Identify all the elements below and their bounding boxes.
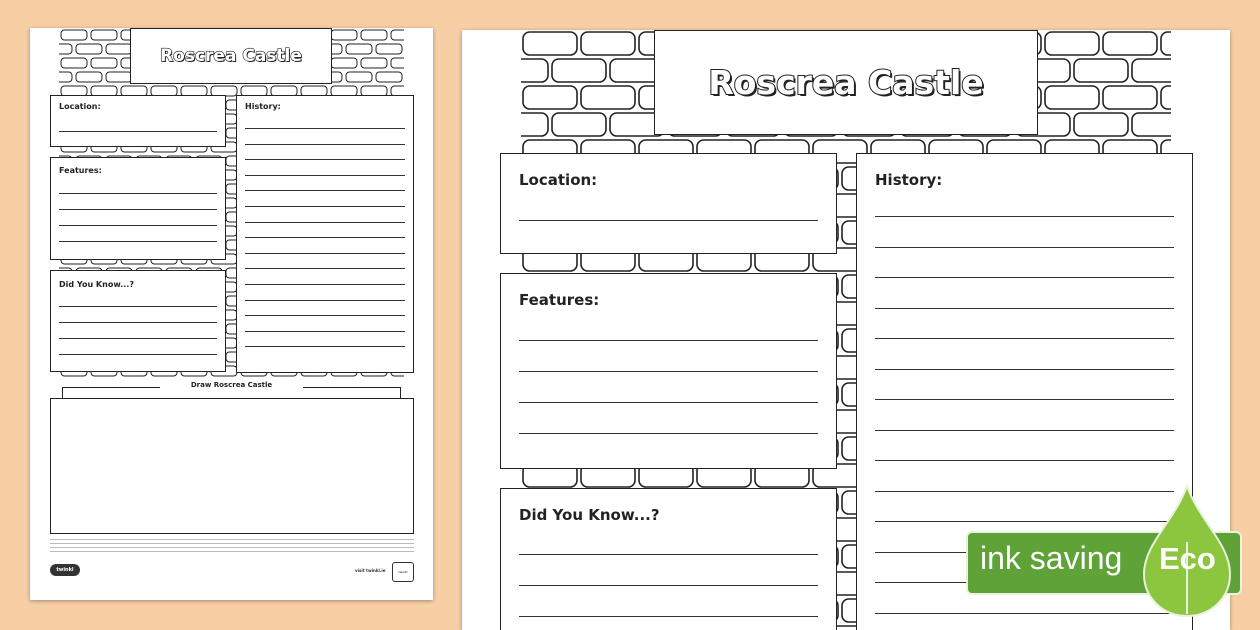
disclaimer-text	[50, 538, 414, 552]
location-box	[50, 95, 226, 147]
write-line	[875, 369, 1174, 370]
write-line	[59, 338, 217, 339]
write-line	[875, 399, 1174, 400]
write-line	[59, 354, 217, 355]
draw-heading-text: Draw Roscrea Castle	[190, 381, 273, 389]
draw-heading	[160, 381, 303, 389]
worksheet-preview-small	[30, 28, 433, 600]
write-line	[245, 346, 405, 347]
did-you-know-box	[50, 270, 226, 372]
write-line	[245, 253, 405, 254]
write-line	[245, 190, 405, 191]
write-line	[875, 277, 1174, 278]
twinkl-logo-text: twinkl	[56, 567, 74, 573]
quality-badge	[392, 562, 414, 582]
write-line	[519, 616, 818, 617]
location-label: Location:	[519, 171, 598, 189]
write-line	[59, 225, 217, 226]
write-line	[245, 128, 405, 129]
features-label: Features:	[59, 166, 102, 175]
write-line	[875, 308, 1174, 309]
write-line	[245, 237, 405, 238]
did-you-know-box	[500, 488, 837, 630]
write-line	[245, 144, 405, 145]
write-line	[519, 340, 818, 341]
write-line	[875, 430, 1174, 431]
write-line	[875, 338, 1174, 339]
history-label: History:	[245, 102, 281, 111]
write-line	[875, 460, 1174, 461]
location-box	[500, 153, 837, 254]
worksheet-title: Roscrea Castle	[708, 63, 984, 102]
write-line	[245, 268, 405, 269]
twinkl-logo	[50, 564, 80, 576]
ink-saving-label: ink saving	[980, 540, 1123, 576]
drawing-area	[50, 398, 414, 534]
write-line	[245, 284, 405, 285]
did-you-know-label: Did You Know...?	[519, 506, 660, 524]
write-line	[519, 585, 818, 586]
write-line	[875, 521, 1174, 522]
write-line	[59, 131, 217, 132]
write-line	[519, 220, 818, 221]
write-line	[875, 216, 1174, 217]
quality-badge-brand: twinkl	[398, 570, 408, 574]
write-line	[245, 300, 405, 301]
location-label: Location:	[59, 102, 101, 111]
write-line	[245, 206, 405, 207]
write-line	[875, 491, 1174, 492]
write-line	[59, 209, 217, 210]
write-line	[245, 315, 405, 316]
write-line	[245, 331, 405, 332]
features-box	[500, 273, 837, 469]
write-line	[519, 554, 818, 555]
write-line	[519, 371, 818, 372]
write-line	[875, 613, 1174, 614]
features-label: Features:	[519, 291, 600, 309]
footer-url: visit twinkl.ie	[355, 568, 386, 573]
history-label: History:	[875, 171, 943, 189]
write-line	[59, 322, 217, 323]
write-line	[519, 402, 818, 403]
eco-label: Eco	[1159, 541, 1216, 576]
write-line	[59, 193, 217, 194]
write-line	[875, 247, 1174, 248]
features-box	[50, 157, 226, 260]
worksheet-title: Roscrea Castle	[160, 46, 302, 66]
title-banner	[654, 30, 1038, 135]
write-line	[59, 306, 217, 307]
write-line	[245, 222, 405, 223]
history-box	[236, 95, 414, 373]
write-line	[245, 175, 405, 176]
did-you-know-label: Did You Know...?	[59, 280, 134, 289]
write-line	[59, 241, 217, 242]
title-banner	[130, 28, 332, 84]
write-line	[245, 159, 405, 160]
write-line	[519, 433, 818, 434]
